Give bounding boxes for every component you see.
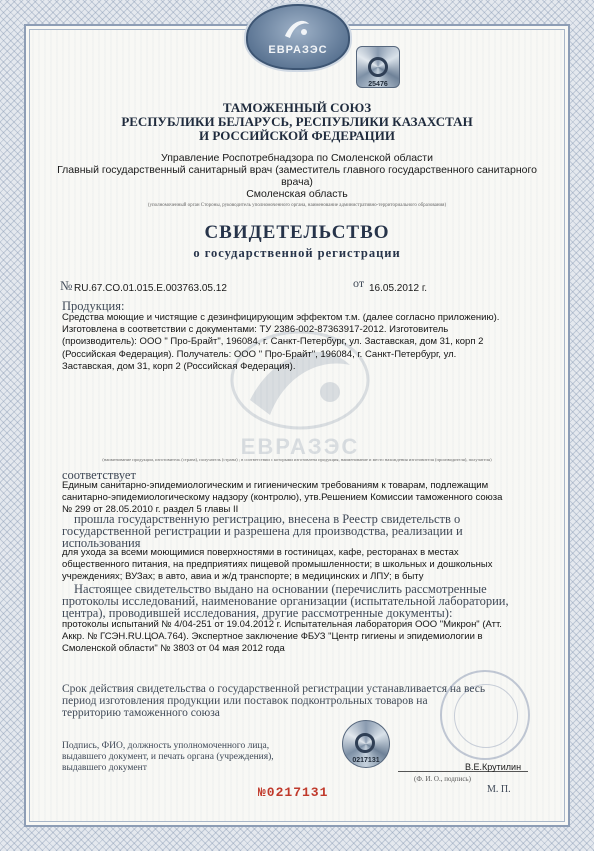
product-label: Продукция: <box>62 299 125 313</box>
usage-line: для ухода за всеми моющимися поверхностями в гостиницах, кафе, ресторанах в местах <box>62 547 459 558</box>
hologram-ring-icon <box>355 733 375 753</box>
authority-line-1: Управление Роспотребнадзора по Смоленской области <box>161 152 433 164</box>
usage-line: общественного питания, на предприятиях пищевой промышленности; в школьных и дошкольных <box>62 559 493 571</box>
signature-line: Подпись, ФИО, должность уполномоченного лица, <box>62 741 270 751</box>
product-line: (производитель): ООО " Про-Брайт", 196084, г. Санкт-Петербург, ул. Заставская, дом 31, корп 2 <box>62 336 484 348</box>
product-line: Заставская, дом 31, корп 2 (Российская Федерация). <box>62 360 296 372</box>
validity-line: территорию таможенного союза <box>62 707 220 719</box>
emblem-swoosh-icon <box>282 16 312 42</box>
basis-line: Настоящее свидетельство выдано на основании (перечислить рассмотренные <box>74 582 487 596</box>
product-line: (Российская Федерация). Получатель: ООО " Про-Брайт", 196084, г. Санкт-Петербург, ул. <box>62 348 457 360</box>
validity-line: период изготовления продукции или поставок подконтрольных товаров на <box>62 695 428 707</box>
hologram-number: 0217131 <box>352 757 380 764</box>
header-line-1: ТАМОЖЕННЫЙ СОЮЗ <box>222 100 372 115</box>
stamp-place-label: М. П. <box>487 784 511 795</box>
passed-line: использования <box>62 536 141 550</box>
validity-line: Срок действия свидетельства о государственной регистрации устанавливается на весь <box>62 683 486 695</box>
product-text <box>62 312 552 373</box>
eurasec-emblem <box>246 4 350 70</box>
authority-caption: (уполномоченный орган Стороны, руководитель уполномоченного органа, наименование административно-территориального образования) <box>147 203 447 208</box>
header-line-2: РЕСПУБЛИКИ БЕЛАРУСЬ, РЕСПУБЛИКИ КАЗАХСТАН <box>121 114 473 129</box>
header-line-3: И РОССИЙСКОЙ ФЕДЕРАЦИИ <box>199 128 395 143</box>
certificate-subtitle: о государственной регистрации <box>193 246 401 260</box>
official-stamp <box>440 670 530 760</box>
product-caption: (наименование продукции, изготовитель (страна), получатель (страна) ; в соответствии с которыми изготовлена продукция, наименование и место нахождения изготовителя (производителя), получателя) <box>102 457 492 462</box>
emblem-text: ЕВРАЗЭС <box>268 44 328 56</box>
reg-number: RU.67.CO.01.015.E.003763.05.12 <box>74 283 227 294</box>
certificate-title: СВИДЕТЕЛЬСТВО <box>204 222 390 243</box>
passed-line: прошла государственную регистрацию, внесена в Реестр свидетельств о <box>74 512 461 526</box>
passed-text <box>62 513 542 549</box>
passed-line: государственной регистрации и разрешена для производства, реализации и <box>62 524 463 538</box>
hologram-sticker-top <box>356 46 400 88</box>
authority-line-2: Главный государственный санитарный врач (заместитель главного государственного санитарного <box>57 164 537 176</box>
usage-line: учреждениях; ВУЗах; в авто, авиа и ж/д транспорте; в медицинских и ЛПУ; в быту <box>62 571 424 583</box>
hologram-ring-icon <box>368 57 388 77</box>
conforms-label: соответствует <box>62 468 136 482</box>
basis-line: центра), проводившей исследования, другие рассмотренные документы): <box>62 606 453 620</box>
watermark-text: ЕВРАЗЭС <box>240 434 360 459</box>
reg-date-label: от <box>353 276 365 290</box>
signatory-name: В.Е.Крутилин <box>465 762 522 772</box>
signature-name-caption: (Ф. И. О., подпись) <box>414 775 471 783</box>
hologram-number: 25476 <box>368 81 388 88</box>
authority-line-3: врача) <box>281 176 313 188</box>
usage-text <box>62 547 552 584</box>
protocols-line: Смоленской области" № 3803 от 04 мая 2012 года <box>62 643 285 655</box>
reg-date: 16.05.2012 г. <box>369 283 428 294</box>
protocols-line: Аккр. № ГСЭН.RU.ЦОА.764). Экспертное заключение ФБУЗ "Центр гигиены и эпидемиологии в <box>62 631 483 643</box>
authority-line-4: Смоленская область <box>246 188 348 200</box>
reg-number-label: № <box>60 278 73 293</box>
protocols-line: протоколы испытаний № 4/04-251 от 19.04.2012 г. Испытательная лаборатория ООО "Микрон" (Атт. <box>62 619 502 630</box>
conforms-line: санитарно-эпидемиологическому надзору (контролю), утв.Решением Комиссии таможенного союза <box>62 492 503 504</box>
serial-number: №0217131 <box>258 785 329 800</box>
signature-line: выдавшего документ, и печать органа (учреждения), <box>62 752 274 762</box>
signature-line: выдавшего документ <box>62 763 147 773</box>
protocols-text <box>62 619 552 656</box>
basis-text <box>62 583 542 619</box>
hologram-sticker-bottom <box>342 720 390 768</box>
conforms-line: Единым санитарно-эпидемиологическим и гигиеническим требованиям к товарам, подлежащим <box>62 480 489 491</box>
basis-line: протоколы исследований, наименование организации (испытательной лаборатории, <box>62 594 509 608</box>
conforms-line: № 299 от 28.05.2010 г. раздел 5 главы II <box>62 504 239 516</box>
signature-caption <box>62 741 274 774</box>
product-line: Средства моющие и чистящие с дезинфицирующим эффектом т.м. (далее согласно приложению). <box>62 312 500 323</box>
product-line: Изготовлена в соответствии с документами: ТУ 2386-002-87363917-2012. Изготовитель <box>62 324 449 336</box>
stamp-inner-ring <box>454 684 518 748</box>
